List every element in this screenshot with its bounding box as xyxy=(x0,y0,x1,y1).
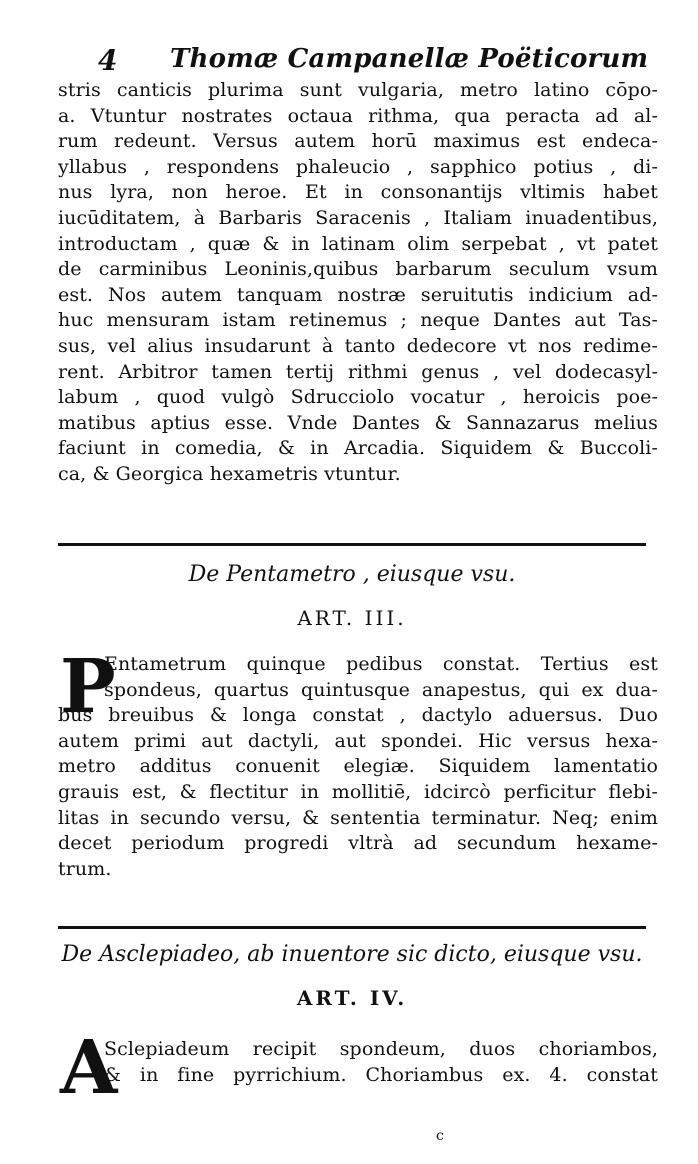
text-line: labum , quod vulgò Sdrucciolo vocatur , heroicis poe- xyxy=(58,386,658,409)
text-line: sus, vel alius insudarunt à tanto dedecore vt nos redime- xyxy=(58,334,658,357)
paragraph-asclepiad xyxy=(58,1037,658,1088)
text-line: yllabus , respondens phaleucio , sapphico potius , di- xyxy=(58,155,658,178)
article-label-3: ART. III. xyxy=(297,606,407,630)
text-line: introductam , quæ & in latinam olim serpebat , vt patet xyxy=(58,232,658,255)
text-line: bus breuibus & longa constat , dactylo aduersus. Duo xyxy=(58,704,658,727)
signature-mark: c xyxy=(436,1128,444,1144)
text-line: grauis est, & flectitur in mollitiē, idcircò perficitur flebi- xyxy=(58,780,658,803)
running-head xyxy=(98,44,658,78)
text-line: nus lyra, non heroe. Et in consonantijs vltimis habet xyxy=(58,181,658,204)
text-line: ca, & Georgica hexametris vtuntur. xyxy=(58,462,401,485)
text-line: iucūditatem, à Barbaris Saracenis , Italiam inuadentibus, xyxy=(58,206,658,229)
paragraph-pentameter xyxy=(58,644,658,882)
text-line: faciunt in comedia, & in Arcadia. Siquidem & Buccoli- xyxy=(58,437,658,460)
drop-cap: P xyxy=(60,644,116,730)
running-title: Thomæ Campanellæ Poëticorum xyxy=(170,44,649,74)
section-title-pentameter: De Pentametro , eiusque vsu. xyxy=(188,562,516,587)
text-line: trum. xyxy=(58,857,112,880)
text-line: metro additus conuenit elegiæ. Siquidem lamentatio xyxy=(58,755,658,778)
text-line: decet periodum progredi vltrà ad secundum hexame- xyxy=(58,832,658,855)
drop-cap: A xyxy=(60,1025,118,1111)
text-line: rent. Arbitror tamen tertij rithmi genus , vel dodecasyl- xyxy=(58,360,658,383)
text-line: Sclepiadeum recipit spondeum, duos choriambos, xyxy=(104,1038,658,1060)
text-line: litas in secundo versu, & sententia terminatur. Neq; enim xyxy=(58,806,658,829)
section-divider xyxy=(58,926,646,929)
text-line: & in fine pyrrichium. Choriambus ex. 4. constat xyxy=(104,1063,658,1086)
text-line: spondeus, quartus quintusque anapestus, qui ex dua- xyxy=(104,678,658,701)
text-line: matibus aptius esse. Vnde Dantes & Sannazarus melius xyxy=(58,411,658,434)
text-line: Entametrum quinque pedibus constat. Tertius est xyxy=(104,653,658,675)
section-title-asclepiad: De Asclepiadeo, ab inuentore sic dicto, eiusque vsu. xyxy=(61,942,643,967)
text-line: rum redeunt. Versus autem horū maximus est endeca- xyxy=(58,130,658,153)
article-label-4: ART. IV. xyxy=(296,986,408,1010)
text-line: est. Nos autem tanquam nostræ seruitutis indicium ad- xyxy=(58,283,658,306)
paragraph-rhyme-discussion xyxy=(58,78,658,488)
text-line: a. Vtuntur nostrates octaua rithma, qua peracta ad al- xyxy=(58,104,658,127)
text-line: stris canticis plurima sunt vulgaria, metro latino cōpo- xyxy=(58,79,658,101)
text-line: huc mensuram istam retinemus ; neque Dantes aut Tas- xyxy=(58,309,658,332)
text-line: de carminibus Leoninis,quibus barbarum seculum vsum xyxy=(58,258,658,281)
text-line: autem primi aut dactyli, aut spondei. Hic versus hexa- xyxy=(58,729,658,752)
section-divider xyxy=(58,543,646,546)
page-number: 4 xyxy=(98,44,118,77)
